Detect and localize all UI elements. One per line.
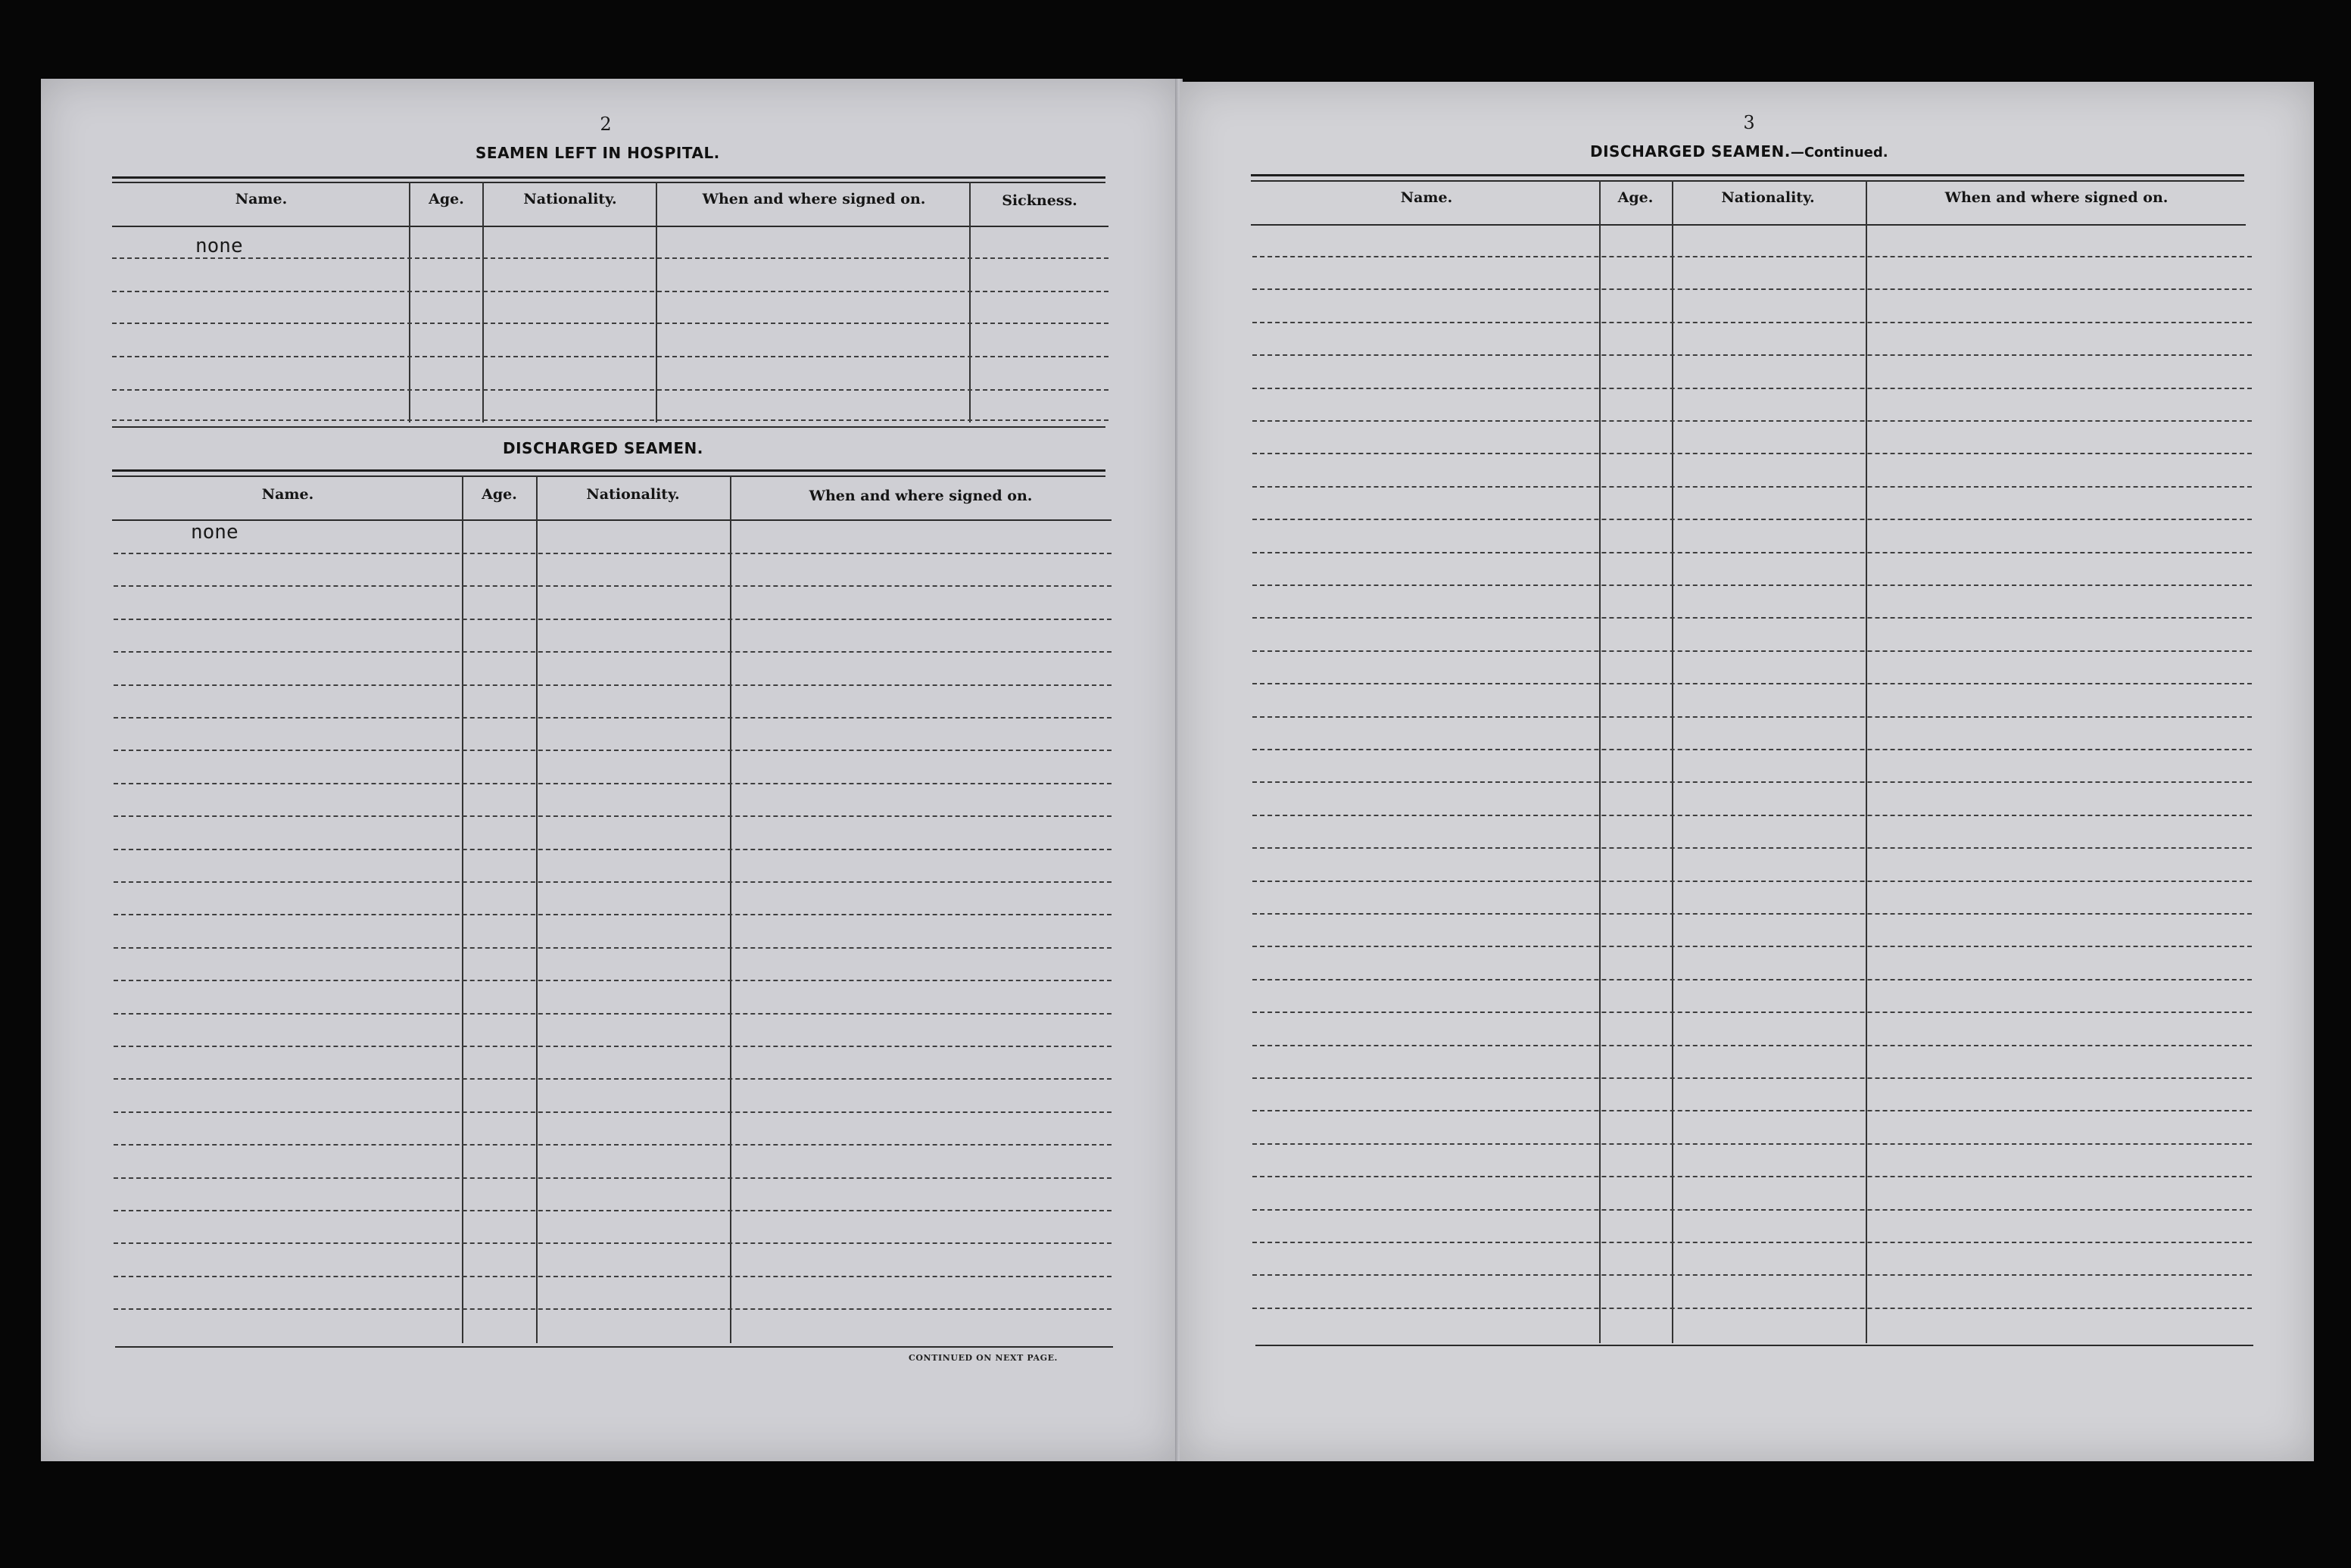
column-divider bbox=[409, 182, 410, 422]
right-heading-text: DISCHARGED SEAMEN. bbox=[1590, 142, 1791, 161]
hospital-col-nationality: Nationality. bbox=[523, 191, 617, 207]
table-bottom-rule bbox=[115, 1346, 1113, 1348]
row-rule bbox=[1252, 1242, 2252, 1243]
table-bottom-rule bbox=[1255, 1345, 2253, 1346]
column-divider bbox=[730, 475, 731, 1343]
row-rule bbox=[1252, 683, 2252, 684]
row-rule bbox=[114, 1210, 1112, 1211]
row-rule bbox=[1252, 1077, 2252, 1079]
table-rule bbox=[112, 176, 1105, 179]
row-rule bbox=[1252, 388, 2252, 389]
row-rule bbox=[112, 419, 1108, 421]
table-rule bbox=[1251, 180, 2244, 182]
row-rule bbox=[1252, 288, 2252, 290]
row-rule bbox=[114, 585, 1112, 587]
row-rule bbox=[1252, 519, 2252, 520]
discharged-heading: DISCHARGED SEAMEN. bbox=[503, 439, 703, 457]
right-heading-continued: —Continued. bbox=[1790, 145, 1888, 161]
row-rule bbox=[1252, 1209, 2252, 1211]
row-rule bbox=[1252, 420, 2252, 422]
row-rule bbox=[112, 257, 1108, 259]
row-rule bbox=[1252, 322, 2252, 323]
right-discharged-heading bbox=[1590, 142, 1888, 161]
hospital-heading: SEAMEN LEFT IN HOSPITAL. bbox=[476, 144, 720, 162]
row-rule bbox=[114, 1046, 1112, 1047]
row-rule bbox=[114, 815, 1112, 817]
column-divider bbox=[462, 475, 463, 1343]
row-rule bbox=[114, 1308, 1112, 1310]
right-col-nationality: Nationality. bbox=[1721, 189, 1815, 206]
row-rule bbox=[1252, 815, 2252, 816]
right-page-number: 3 bbox=[1743, 112, 1755, 133]
row-rule bbox=[1252, 486, 2252, 488]
left-page-number: 2 bbox=[600, 114, 612, 135]
table-bottom-rule bbox=[112, 426, 1105, 428]
row-rule bbox=[114, 1078, 1112, 1080]
row-rule bbox=[1252, 552, 2252, 553]
row-rule bbox=[114, 881, 1112, 883]
row-rule bbox=[1252, 716, 2252, 718]
discharged-col-age: Age. bbox=[482, 486, 517, 503]
column-divider bbox=[536, 475, 538, 1343]
row-rule bbox=[112, 356, 1108, 357]
hospital-col-age: Age. bbox=[429, 191, 464, 207]
row-rule bbox=[1252, 881, 2252, 882]
row-rule bbox=[114, 914, 1112, 915]
row-rule bbox=[1252, 256, 2252, 257]
row-rule bbox=[1252, 1012, 2252, 1013]
row-rule bbox=[114, 1242, 1112, 1244]
hospital-col-signed-on: When and where signed on. bbox=[702, 191, 926, 207]
row-rule bbox=[1252, 1045, 2252, 1046]
row-rule bbox=[114, 1013, 1112, 1015]
row-rule bbox=[1252, 847, 2252, 849]
row-rule bbox=[114, 1144, 1112, 1146]
row-rule bbox=[1252, 453, 2252, 454]
row-rule bbox=[114, 1111, 1112, 1113]
row-rule bbox=[114, 684, 1112, 686]
column-divider bbox=[656, 182, 657, 422]
row-rule bbox=[1252, 1176, 2252, 1177]
row-rule bbox=[1252, 617, 2252, 619]
header-underline bbox=[112, 519, 1112, 521]
hospital-entry-name: none bbox=[195, 235, 243, 257]
row-rule bbox=[1252, 1308, 2252, 1309]
table-rule bbox=[1251, 174, 2244, 176]
row-rule bbox=[1252, 584, 2252, 586]
row-rule bbox=[1252, 979, 2252, 980]
hospital-col-sickness: Sickness. bbox=[1002, 192, 1077, 209]
table-rule bbox=[112, 182, 1105, 183]
discharged-col-signed-on: When and where signed on. bbox=[809, 488, 1033, 504]
row-rule bbox=[114, 1276, 1112, 1277]
row-rule bbox=[1252, 1143, 2252, 1145]
right-col-age: Age. bbox=[1617, 189, 1654, 206]
continued-note: CONTINUED ON NEXT PAGE. bbox=[909, 1353, 1058, 1363]
column-divider bbox=[482, 182, 484, 422]
row-rule bbox=[1252, 749, 2252, 750]
row-rule bbox=[114, 717, 1112, 719]
right-col-signed-on: When and where signed on. bbox=[1944, 189, 2169, 206]
row-rule bbox=[112, 291, 1108, 292]
row-rule bbox=[1252, 354, 2252, 356]
row-rule bbox=[1252, 650, 2252, 652]
row-rule bbox=[114, 783, 1112, 784]
discharged-entry-name: none bbox=[191, 521, 239, 544]
header-underline bbox=[1251, 224, 2246, 226]
row-rule bbox=[114, 651, 1112, 653]
hospital-col-name: Name. bbox=[235, 191, 288, 207]
row-rule bbox=[1252, 781, 2252, 783]
row-rule bbox=[114, 980, 1112, 981]
row-rule bbox=[1252, 1274, 2252, 1276]
row-rule bbox=[114, 849, 1112, 850]
discharged-col-name: Name. bbox=[261, 486, 314, 503]
row-rule bbox=[112, 323, 1108, 324]
row-rule bbox=[114, 1177, 1112, 1179]
row-rule bbox=[114, 750, 1112, 751]
left-page bbox=[41, 79, 1178, 1461]
row-rule bbox=[112, 389, 1108, 391]
header-underline bbox=[112, 226, 1108, 227]
row-rule bbox=[1252, 1110, 2252, 1111]
row-rule bbox=[1252, 913, 2252, 915]
table-rule bbox=[112, 475, 1105, 477]
column-divider bbox=[969, 182, 971, 422]
row-rule bbox=[1252, 946, 2252, 947]
right-col-name: Name. bbox=[1400, 189, 1453, 206]
row-rule bbox=[114, 947, 1112, 949]
table-rule bbox=[112, 469, 1105, 472]
discharged-col-nationality: Nationality. bbox=[586, 486, 680, 503]
row-rule bbox=[114, 619, 1112, 620]
row-rule bbox=[114, 553, 1112, 554]
